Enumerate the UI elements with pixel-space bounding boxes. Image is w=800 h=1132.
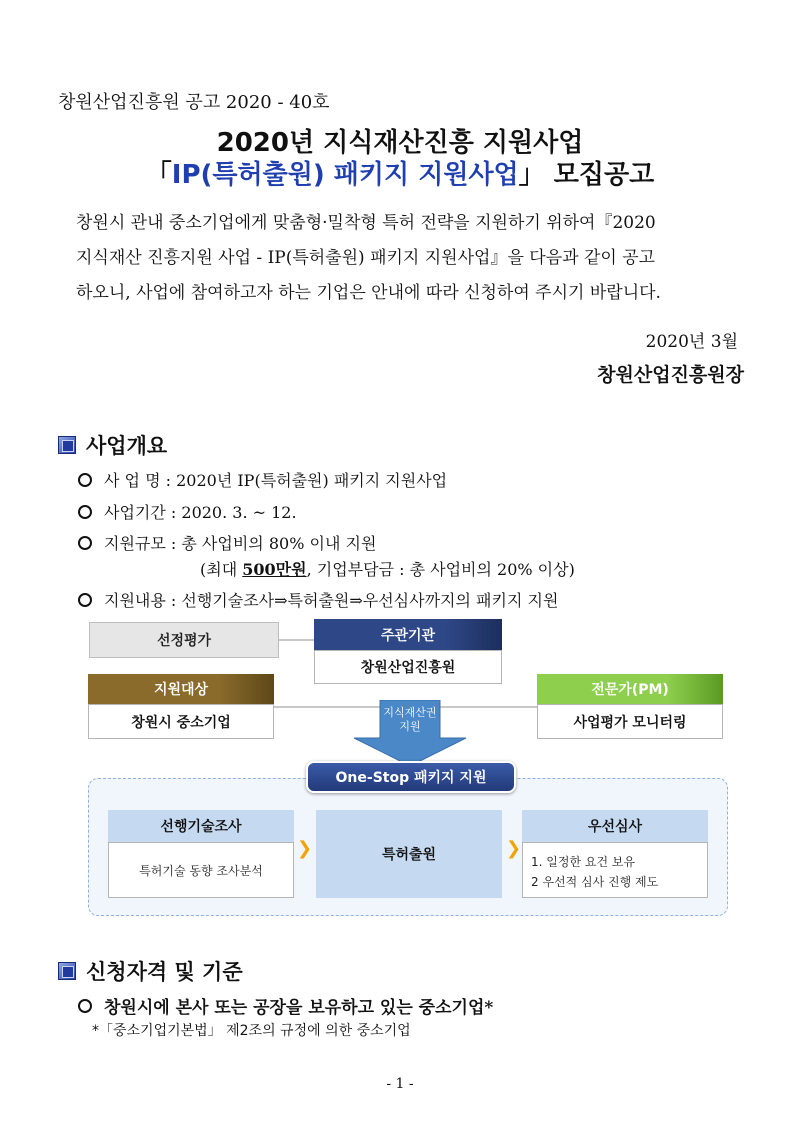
overview-item-period — [78, 500, 297, 523]
notice-date: 2020년 3월 — [645, 332, 738, 352]
overview-item-text: 사업기간 : 2020. 3. ~ 12. — [104, 503, 297, 522]
overview-item-text: 지원규모 : 총 사업비의 80% 이내 지원 — [104, 534, 377, 553]
overview-item-scale — [78, 531, 376, 554]
title-line-1: 2020년 지식재산진흥 지원사업 — [216, 128, 584, 158]
detail-prefix: (최대 — [200, 560, 243, 579]
expert-pm-header: 전문가(PM) — [537, 674, 723, 704]
selection-evaluation-box: 선정평가 — [89, 622, 279, 658]
title-bracket-open: 「 — [145, 160, 172, 190]
step-prior-art-header: 선행기술조사 — [108, 810, 294, 842]
circle-bullet-icon — [78, 536, 92, 550]
section-heading-overview — [58, 430, 167, 460]
eligibility-item — [78, 993, 493, 1018]
title-suffix: 」 모집공고 — [518, 160, 655, 190]
intro-line-1: 창원시 관내 중소기업에게 맞춤형·밀착형 특허 전략을 지원하기 위하여『2020 — [76, 213, 656, 233]
section-square-icon — [58, 436, 76, 454]
support-target-header: 지원대상 — [88, 674, 274, 704]
overview-item-text: 지원내용 : 선행기술조사⇒특허출원⇒우선심사까지의 패키지 지원 — [104, 591, 559, 610]
priority-exam-item-2: 2 우선적 심사 진행 제도 — [531, 875, 659, 889]
intro-line-2: 지식재산 진흥지원 사업 - IP(특허출원) 패키지 지원사업』을 다음과 같이 공고 — [76, 248, 656, 268]
section-heading-text: 사업개요 — [86, 434, 168, 458]
overview-item-text: 사 업 명 : 2020년 IP(특허출원) 패키지 지원사업 — [104, 471, 448, 490]
step-priority-exam-desc — [522, 842, 708, 898]
circle-bullet-icon — [78, 505, 92, 519]
max-amount: 500만원 — [242, 560, 307, 579]
circle-bullet-icon — [78, 593, 92, 607]
step-prior-art-desc: 특허기술 동향 조사분석 — [108, 842, 294, 898]
intro-line-3: 하오니, 사업에 참여하고자 하는 기업은 안내에 따라 신청하여 주시기 바랍니다. — [76, 283, 661, 303]
step-patent-filing: 특허출원 — [316, 810, 502, 898]
arrow-label — [372, 706, 448, 734]
arrow-label-line-2: 지원 — [399, 720, 421, 733]
overview-item-content — [78, 588, 558, 611]
support-target-name: 창원시 중소기업 — [88, 704, 274, 739]
host-org-header: 주관기관 — [314, 619, 502, 650]
notice-number: 창원산업진흥원 공고 2020 - 40호 — [58, 92, 330, 113]
arrow-label-line-1: 지식재산권 — [383, 706, 437, 719]
eligibility-text: 창원시에 본사 또는 공장을 보유하고 있는 중소기업* — [104, 998, 494, 1018]
circle-bullet-icon — [78, 473, 92, 487]
circle-bullet-icon — [78, 999, 92, 1013]
chevron-right-icon: ❯ — [506, 838, 522, 859]
title-line-2 — [0, 154, 800, 191]
page-number: - 1 - — [386, 1076, 414, 1092]
overview-item-scale-detail — [200, 557, 575, 580]
title-program-name: IP(특허출원) 패키지 지원사업 — [171, 160, 519, 190]
step-priority-exam-header: 우선심사 — [522, 810, 708, 842]
priority-exam-item-1: 1. 일정한 요건 보유 — [531, 855, 636, 869]
section-heading-eligibility — [58, 956, 243, 986]
section-square-icon — [58, 962, 76, 980]
section-heading-text: 신청자격 및 기준 — [86, 960, 243, 984]
expert-pm-role: 사업평가 모니터링 — [537, 704, 723, 739]
chevron-right-icon: ❯ — [297, 838, 313, 859]
host-org-name: 창원산업진흥원 — [314, 650, 502, 684]
detail-suffix: , 기업부담금 : 총 사업비의 20% 이상) — [306, 560, 575, 579]
signer: 창원산업진흥원장 — [597, 364, 744, 386]
overview-item-name — [78, 468, 447, 491]
connector-line — [279, 639, 314, 641]
onestop-label: One-Stop 패키지 지원 — [306, 761, 516, 793]
eligibility-footnote: *「중소기업기본법」 제2조의 규정에 의한 중소기업 — [92, 1023, 411, 1039]
